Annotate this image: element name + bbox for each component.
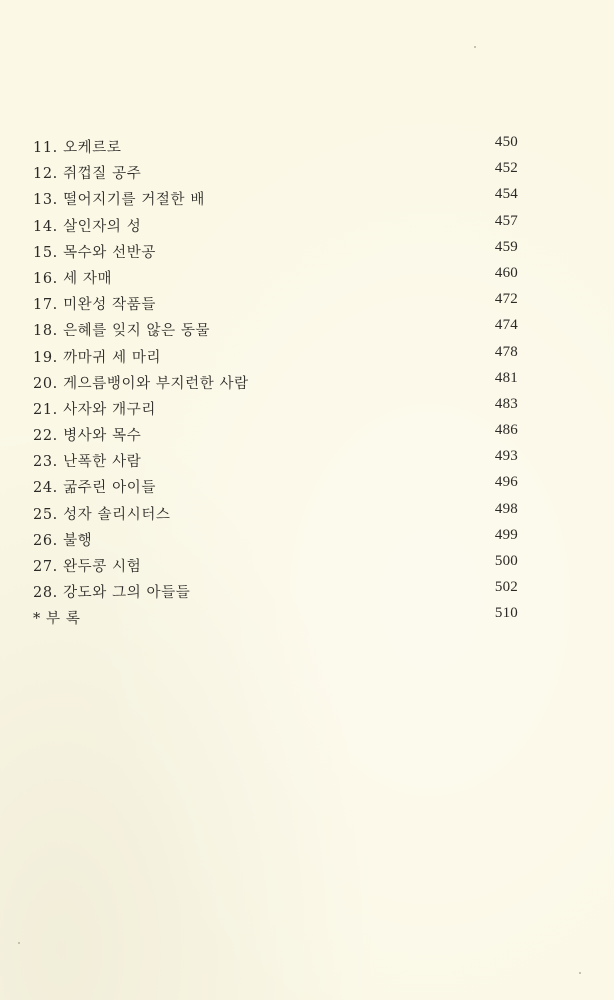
paper-speck <box>18 942 20 944</box>
toc-entry <box>33 188 518 214</box>
toc-entry-page-number: 452 <box>494 160 518 177</box>
toc-entry-page-number: 474 <box>494 317 518 334</box>
toc-entry-page-number: 496 <box>494 474 518 491</box>
table-of-contents <box>33 136 518 634</box>
toc-entry-page-number: 486 <box>494 422 518 439</box>
toc-entry-page-number: 498 <box>494 500 518 517</box>
toc-entry-page-number: 500 <box>494 553 518 569</box>
paper-speck <box>474 46 476 48</box>
toc-entry <box>33 555 518 581</box>
toc-entry <box>33 607 518 633</box>
toc-entry-page-number: 499 <box>494 526 518 543</box>
toc-entry-page-number: 510 <box>494 605 518 622</box>
toc-entry-title: 17. 미완성 작품들 <box>33 297 156 314</box>
toc-entry-title: 23. 난폭한 사람 <box>33 454 142 471</box>
toc-entry-page-number: 454 <box>494 186 518 203</box>
toc-entry <box>33 369 518 398</box>
toc-entry <box>33 293 518 319</box>
toc-entry-title: 24. 굶주린 아이들 <box>33 480 156 497</box>
toc-entry-title: 13. 떨어지기를 거절한 배 <box>33 192 205 209</box>
toc-entry-title: 15. 목수와 선반공 <box>33 244 156 261</box>
toc-entry <box>33 424 518 450</box>
toc-entry-page-number: 450 <box>494 134 518 150</box>
toc-entry-page-number: 459 <box>494 238 518 255</box>
toc-entry-title: 28. 강도와 그의 아들들 <box>33 585 191 602</box>
toc-entry-title: 20. 게으름뱅이와 부지런한 사람 <box>33 375 249 392</box>
toc-entry <box>33 212 518 241</box>
toc-entry <box>33 450 518 476</box>
toc-entry-page-number: 472 <box>494 291 518 308</box>
toc-entry <box>33 264 518 293</box>
toc-entry-title: 18. 은혜를 잊지 않은 동물 <box>33 323 211 340</box>
toc-entry-title: 19. 까마귀 세 마리 <box>33 349 162 366</box>
toc-entry-title: 27. 완두콩 시험 <box>33 559 142 575</box>
toc-entry-page-number: 502 <box>494 579 518 596</box>
toc-entry-title: 26. 불행 <box>33 532 93 549</box>
toc-entry-title: 14. 살인자의 성 <box>33 218 142 235</box>
toc-entry-title: 21. 사자와 개구리 <box>33 401 156 418</box>
toc-entry <box>33 136 518 162</box>
toc-entry-title: 16. 세 자매 <box>33 270 113 287</box>
toc-entry <box>33 343 518 372</box>
toc-entry-title: 11. 오케르로 <box>33 140 122 156</box>
toc-entry <box>33 581 518 607</box>
toc-entry-title: 22. 병사와 목수 <box>33 428 142 445</box>
toc-entry-title: 25. 성자 솔리시터스 <box>33 506 171 523</box>
toc-entry-title: 12. 쥐껍질 공주 <box>33 166 142 183</box>
toc-entry <box>33 395 518 424</box>
toc-entry-page-number: 457 <box>494 212 518 229</box>
toc-entry-page-number: 460 <box>494 264 518 281</box>
paper-speck <box>579 972 581 974</box>
toc-entry-page-number: 483 <box>494 395 518 412</box>
toc-entry <box>33 476 518 502</box>
toc-entry-page-number: 481 <box>494 369 518 386</box>
toc-entry-page-number: 478 <box>494 343 518 360</box>
toc-entry <box>33 238 518 267</box>
toc-entry <box>33 319 518 345</box>
toc-entry <box>33 162 518 188</box>
toc-entry-title: * 부 록 <box>33 611 81 628</box>
toc-entry-page-number: 493 <box>494 448 518 465</box>
toc-entry <box>33 500 518 529</box>
toc-entry <box>33 526 518 555</box>
